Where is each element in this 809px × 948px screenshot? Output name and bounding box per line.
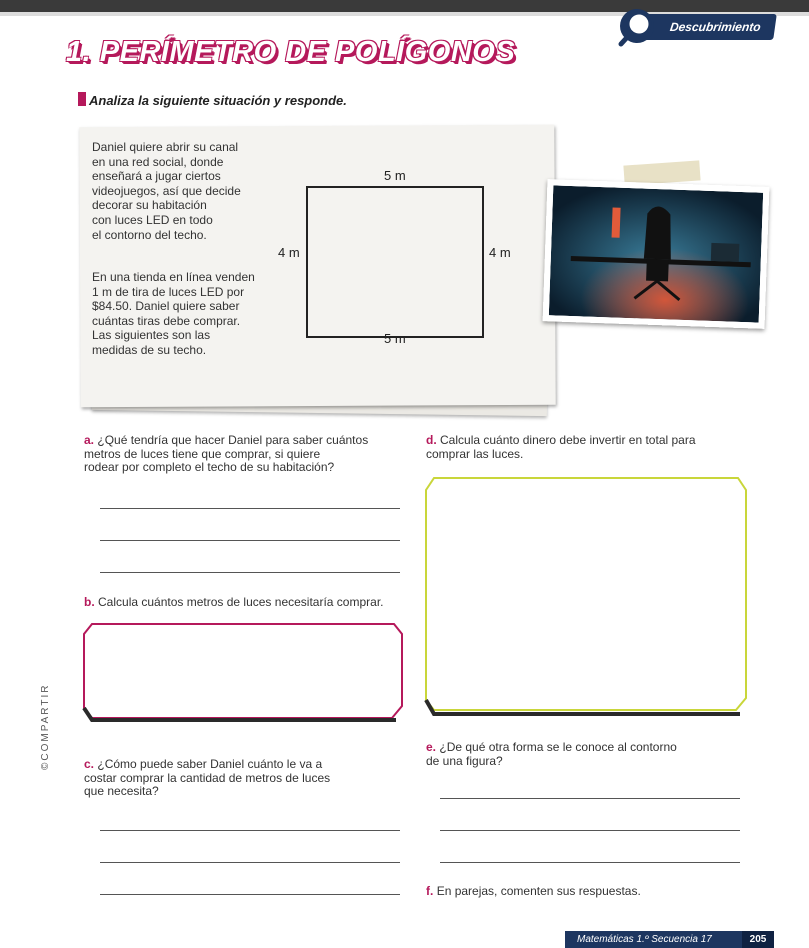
situation-paragraph-2: En una tienda en línea venden 1 m de tira de luces LED por $84.50. Daniel quiere saber cuántas tiras debe comprar. Las siguientes son las medidas de su techo.: [92, 270, 255, 357]
question-e-text: ¿De qué otra forma se le conoce al contorno de una figura?: [426, 740, 677, 768]
question-a-letter: a.: [84, 433, 95, 447]
question-c-letter: c.: [84, 757, 95, 771]
question-e: [426, 741, 756, 768]
question-d-letter: d.: [426, 433, 437, 447]
top-bar: [0, 0, 809, 12]
question-a-text: ¿Qué tendría que hacer Daniel para saber cuántos metros de luces tiene que comprar, si quiere rodear por completo el techo de su habitación?: [84, 433, 369, 474]
question-d-text: Calcula cuánto dinero debe invertir en total para comprar las luces.: [426, 433, 696, 461]
right-measure: 4 m: [489, 245, 511, 260]
answer-line-e1[interactable]: [440, 798, 740, 799]
bottom-measure: 5 m: [384, 331, 406, 346]
answer-box-d[interactable]: [420, 472, 752, 720]
answer-line-e3[interactable]: [440, 862, 740, 863]
magnifier-icon: [615, 6, 659, 50]
footer-text: Matemáticas 1.º Secuencia 17: [577, 934, 712, 945]
question-c-text: ¿Cómo puede saber Daniel cuánto le va a costar comprar la cantidad de metros de luces que necesita?: [84, 757, 331, 798]
answer-line-a1[interactable]: [100, 508, 400, 509]
answer-line-c1[interactable]: [100, 830, 400, 831]
top-measure: 5 m: [384, 168, 406, 183]
question-f-letter: f.: [426, 884, 434, 898]
instruction-marker: [78, 92, 86, 106]
ceiling-rectangle: [306, 186, 484, 338]
situation-paragraph-1: Daniel quiere abrir su canal en una red social, donde enseñará a jugar ciertos videojuegos, así que decide decorar su habitación con luces LED en todo el contorno del techo.: [92, 140, 241, 242]
answer-line-a3[interactable]: [100, 572, 400, 573]
section-badge-label: Descubrimiento: [669, 20, 762, 34]
gaming-room-photo: [543, 179, 770, 329]
page-title: 1. PERÍMETRO DE POLÍGONOS: [66, 36, 516, 68]
question-f: [426, 885, 756, 899]
gaming-room-image: [549, 185, 763, 322]
question-b: [84, 596, 414, 610]
question-e-letter: e.: [426, 740, 437, 754]
page-number: 205: [742, 931, 774, 948]
question-a: [84, 434, 414, 475]
question-c: [84, 758, 404, 799]
question-d: [426, 434, 756, 461]
answer-box-b[interactable]: [80, 620, 406, 722]
question-f-text: En parejas, comenten sus respuestas.: [436, 884, 641, 898]
question-b-text: Calcula cuántos metros de luces necesitaría comprar.: [98, 595, 384, 609]
answer-line-c3[interactable]: [100, 894, 400, 895]
answer-line-a2[interactable]: [100, 540, 400, 541]
footer-bar: [565, 931, 765, 948]
answer-line-e2[interactable]: [440, 830, 740, 831]
left-measure: 4 m: [278, 245, 300, 260]
side-watermark: ©COMPARTIR: [40, 683, 51, 770]
instruction-text: Analiza la siguiente situación y responde.: [89, 93, 347, 108]
answer-line-c2[interactable]: [100, 862, 400, 863]
question-b-letter: b.: [84, 595, 95, 609]
